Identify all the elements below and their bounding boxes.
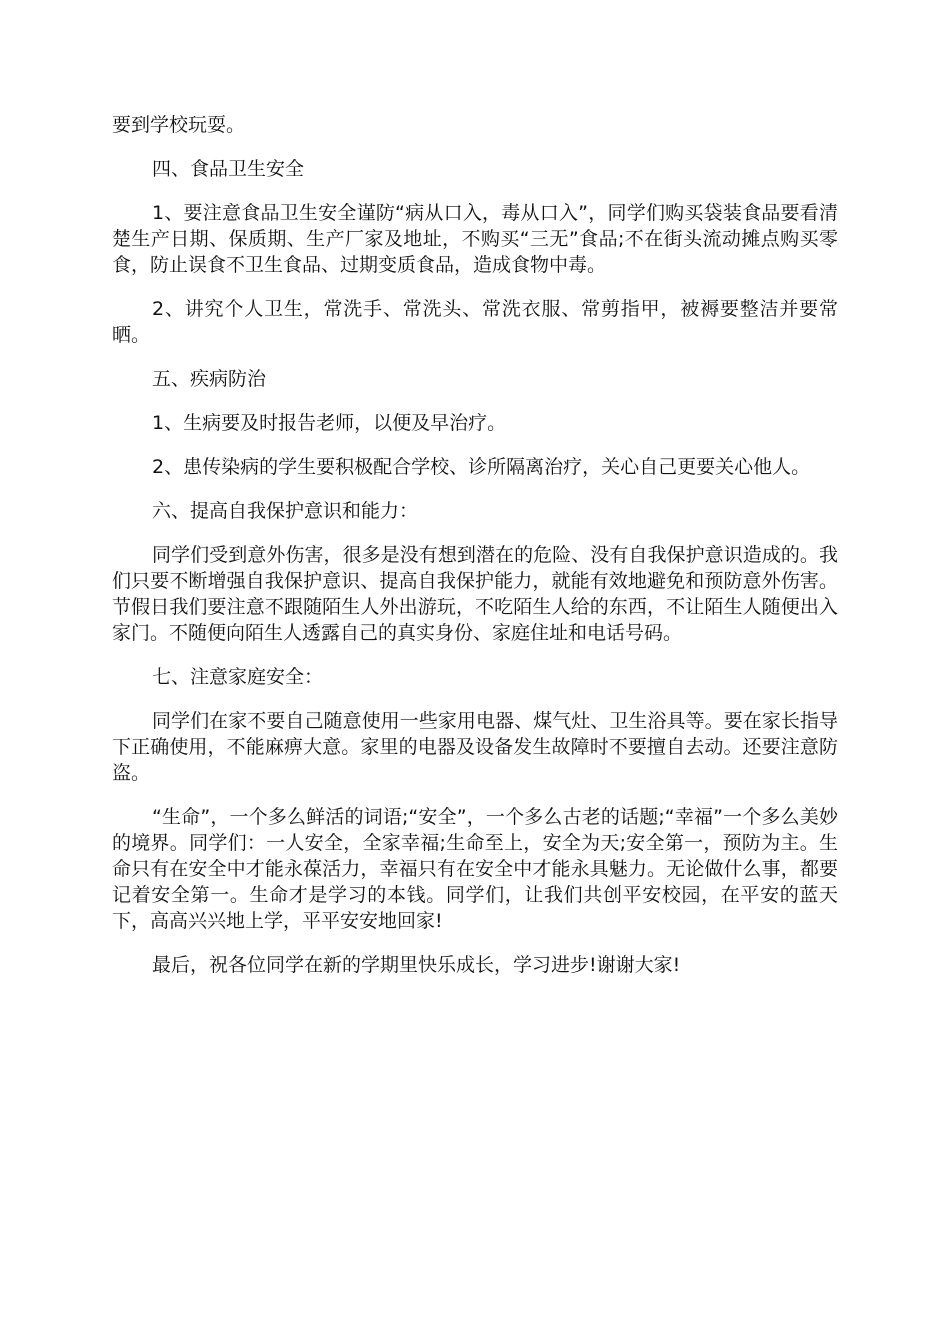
section-heading-self-protection: 六、提高自我保护意识和能力：: [152, 500, 419, 522]
paragraph-continuation: 要到学校玩耍。: [112, 114, 246, 136]
paragraph-life-safety-happiness: “生命”，一个多么鲜活的词语;“安全”，一个多么古老的话题;“幸福”一个多么美妙的境界。同学们：一人安全，全家幸福;生命至上，安全为天;安全第一，预防为主。生命只有在安全中才能永葆活力，幸福只有在安全中才能永具魅力。无论做什么事，都要记着安全第一。生命才是学习的本钱。同学们，让我们共创平安校园，在平安的蓝天下，高高兴兴地上学，平平安安地回家!: [112, 806, 838, 932]
section-heading-food-safety: 四、食品卫生安全: [152, 158, 305, 180]
paragraph-self-protection: 同学们受到意外伤害，很多是没有想到潜在的危险、没有自我保护意识造成的。我们只要不断增强自我保护意识、提高自我保护能力，就能有效地避免和预防意外伤害。节假日我们要注意不跟随陌生人外出游玩，不吃陌生人给的东西，不让陌生人随便出入家门。不随便向陌生人透露自己的真实身份、家庭住址和电话号码。: [112, 544, 838, 644]
section-heading-disease-prevention: 五、疾病防治: [152, 368, 267, 390]
paragraph-home-safety: 同学们在家不要自己随意使用一些家用电器、煤气灶、卫生浴具等。要在家长指导下正确使用，不能麻痹大意。家里的电器及设备发生故障时不要擅自去动。还要注意防盗。: [112, 710, 838, 784]
paragraph-disease-2: 2、患传染病的学生要积极配合学校、诊所隔离治疗，关心自己更要关心他人。: [152, 456, 811, 478]
paragraph-disease-1: 1、生病要及时报告老师，以便及早治疗。: [152, 412, 507, 434]
section-heading-home-safety: 七、注意家庭安全：: [152, 666, 324, 688]
paragraph-closing: 最后，祝各位同学在新的学期里快乐成长，学习进步!谢谢大家!: [152, 954, 681, 976]
document-page: [112, 112, 838, 996]
paragraph-food-safety-1: 1、要注意食品卫生安全谨防“病从口入，毒从口入”，同学们购买袋装食品要看清楚生产日期、保质期、生产厂家及地址，不购买“三无”食品;不在街头流动摊点购买零食，防止误食不卫生食品、过期变质食品，造成食物中毒。: [112, 202, 838, 276]
paragraph-food-safety-2: 2、讲究个人卫生，常洗手、常洗头、常洗衣服、常剪指甲，被褥要整洁并要常晒。: [112, 298, 838, 346]
